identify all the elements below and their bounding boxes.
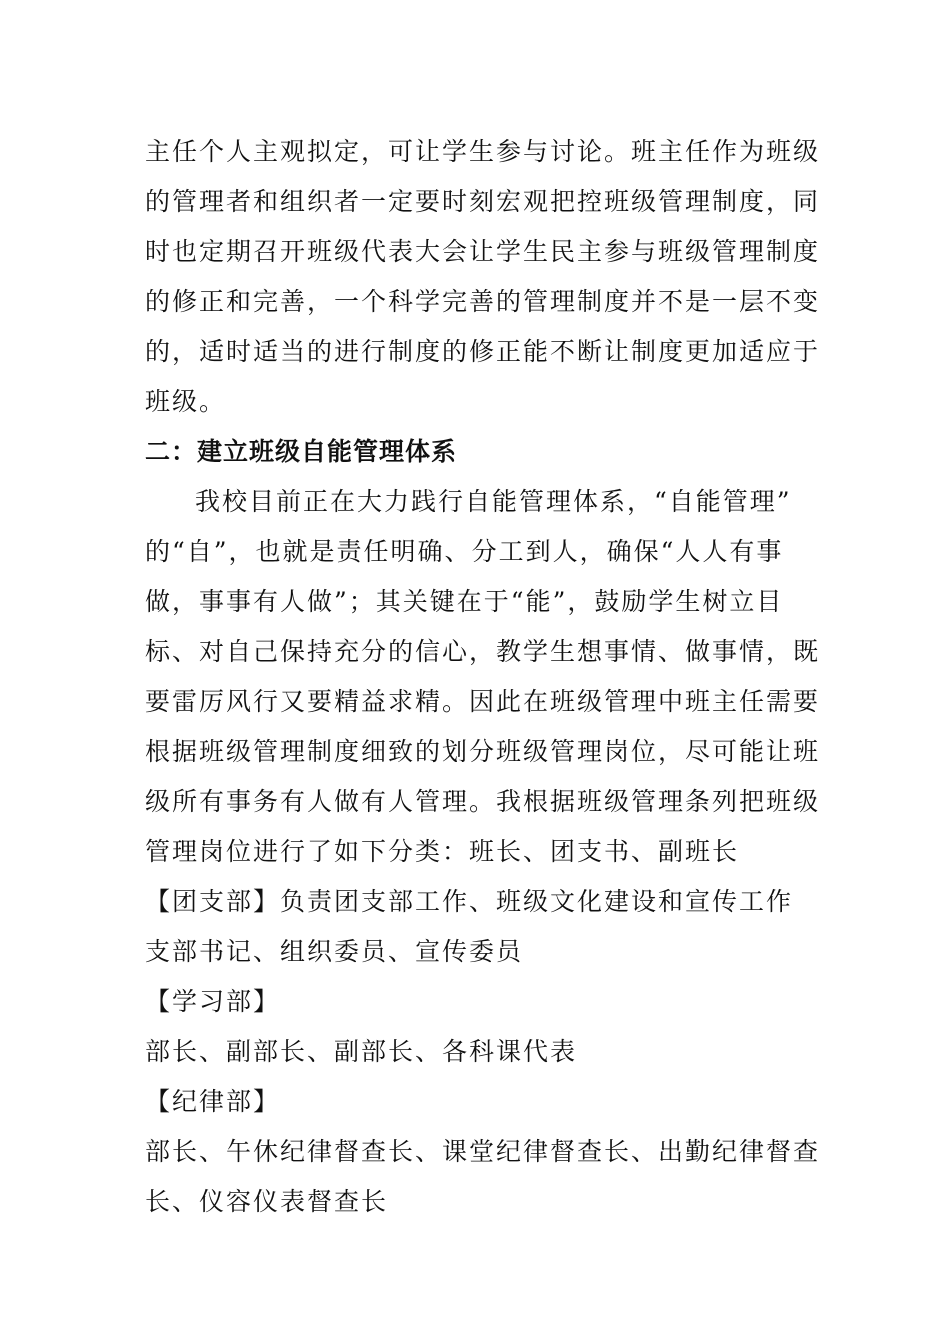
text-line: 要雷厉风行又要精益求精。因此在班级管理中班主任需要 [145,687,821,716]
paragraph [145,127,821,427]
section-label-tuanzhibu: 【团支部】负责团支部工作、班级文化建设和宣传工作 [145,887,794,916]
role-list-xuexibu: 部长、副部长、副部长、各科课代表 [145,1037,578,1066]
section-label-jilvbu: 【纪律部】 [145,1087,281,1116]
text-line: 主任个人主观拟定，可让学生参与讨论。班主任作为班级 [145,137,821,166]
section-label-xuexibu: 【学习部】 [145,987,281,1016]
text-line: 时也定期召开班级代表大会让学生民主参与班级管理制度 [145,237,821,266]
role-list-jilvbu: 长、仪容仪表督查长 [145,1187,389,1216]
paragraph [145,477,821,877]
text-line: 的管理者和组织者一定要时刻宏观把控班级管理制度，同 [145,187,821,216]
role-list-tuanzhibu: 支部书记、组织委员、宣传委员 [145,937,524,966]
text-line: 的修正和完善，一个科学完善的管理制度并不是一层不变 [145,287,821,316]
text-line: 的“自”，也就是责任明确、分工到人，确保“人人有事 [145,537,784,566]
text-line: 级所有事务有人做有人管理。我根据班级管理条列把班级 [145,787,821,816]
section-heading: 二：建立班级自能管理体系 [145,437,458,466]
role-list-jilvbu: 部长、午休纪律督查长、课堂纪律督查长、出勤纪律督查 [145,1137,821,1166]
text-line: 管理岗位进行了如下分类：班长、团支书、副班长 [145,837,740,866]
text-line: 我校目前正在大力践行自能管理体系，“自能管理” [195,487,792,516]
text-line: 的，适时适当的进行制度的修正能不断让制度更加适应于 [145,337,821,366]
document-body [145,127,821,1227]
text-line: 班级。 [145,387,227,416]
text-line: 做，事事有人做”；其关键在于“能”，鼓励学生树立目 [145,587,784,616]
text-line: 根据班级管理制度细致的划分班级管理岗位，尽可能让班 [145,737,821,766]
text-line: 标、对自己保持充分的信心，教学生想事情、做事情，既 [145,637,821,666]
